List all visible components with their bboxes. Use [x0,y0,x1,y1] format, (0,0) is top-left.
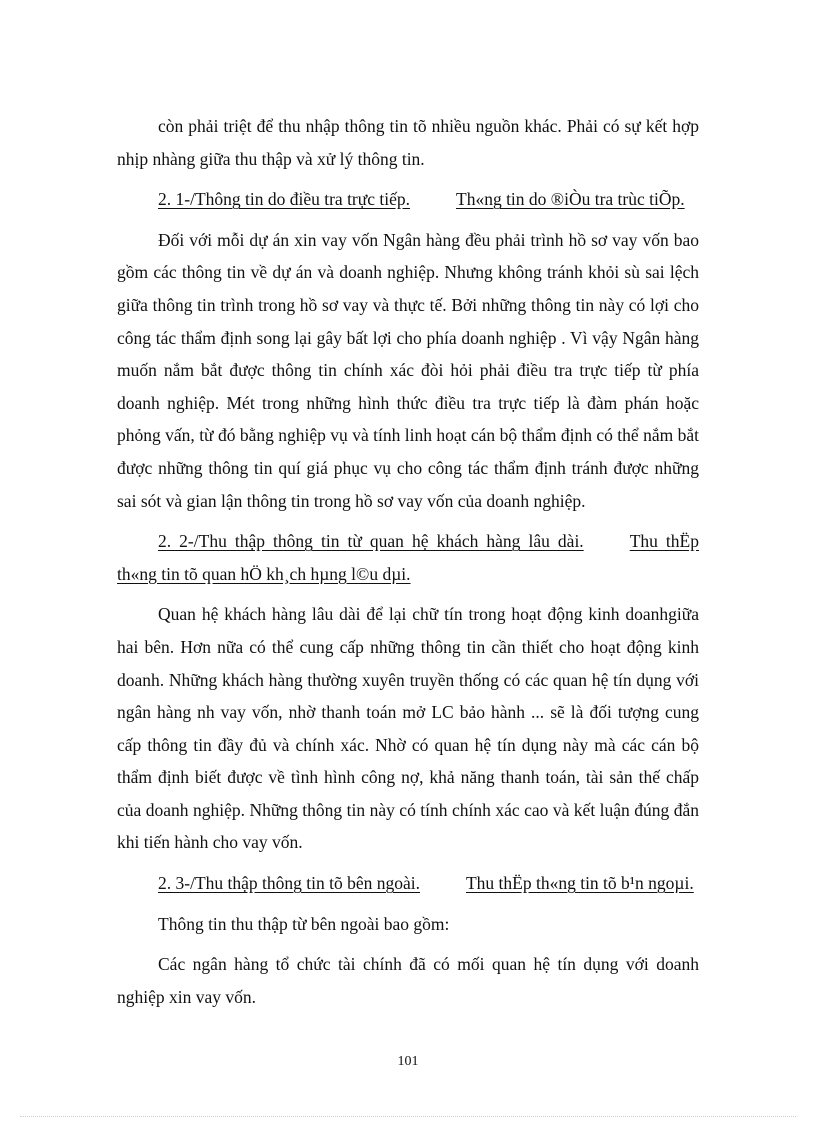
paragraph-financial-institutions: Các ngân hàng tổ chức tài chính đã có mối quan hệ tín dụng với doanh nghiệp xin vay vốn. [117,954,699,1007]
heading-2-3-garbled-text: Thu thËp th«ng tin tõ b¹n ngoµi. [465,873,694,894]
section-heading-2-2 [117,525,699,590]
page-number: 101 [397,1054,419,1069]
heading-2-3-text: 2. 3-/Thu thập thông tin tõ bên ngoài. [158,873,420,894]
paragraph-external-sources: Thông tin thu thập từ bên ngoài bao gồm: [158,913,450,934]
paragraph-intro: còn phải triệt để thu nhập thông tin tõ nhiều nguồn khác. Phải có sự kết hợp nhịp nhàng giữa thu thập và xử lý thông tin. [117,116,699,169]
section-heading-2-1 [117,183,699,216]
page-bottom-divider [20,1116,796,1117]
heading-2-1-garbled-text: Th«ng tin do ®iÒu tra trùc tiÕp. [456,189,685,210]
page-body [117,110,699,1013]
heading-2-2-garbled-text: Thu thËp th«ng tin tõ quan hÖ kh¸ch hµng l©u dµi. [117,531,699,584]
paragraph-direct-investigation: Đối với mỗi dự án xin vay vốn Ngân hàng đều phải trình hồ sơ vay vốn bao gồm các thông tin về dự án và doanh nghiệp. Nhưng không tránh khỏi sù sai lệch giữa thông tin trình trong hồ sơ vay và thực tế. Bởi những thông tin này có lợi cho công tác thẩm định song lại gây bất lợi cho phía doanh nghiệp . Vì vậy Ngân hàng muốn nắm bắt được thông tin chính xác đòi hỏi phải điều tra trực tiếp từ phía doanh nghiệp. Mét trong những hình thức điều tra trực tiếp là đàm phán hoặc phỏng vấn, từ đó bằng nghiệp vụ và tính linh hoạt cán bộ thẩm định có thể nắm bắt được những thông tin quí giá phục vụ cho công tác thẩm định tránh được những sai sót và gian lận thông tin trong hồ sơ vay vốn của doanh nghiệp. [117,229,699,511]
heading-2-2-text: 2. 2-/Thu thập thông tin từ quan hệ khách hàng lâu dài. [158,531,584,552]
section-heading-2-3 [117,867,699,900]
paragraph-customer-relations: Quan hệ khách hàng lâu dài để lại chữ tín trong hoạt động kinh doanhgiữa hai bên. Hơn nữa có thể cung cấp những thông tin cần thiết cho hoạt động kinh doanh. Những khách hàng thường xuyên truyền thống có các quan hệ tín dụng với ngân hàng nh vay vốn, nhờ thanh toán mở LC bảo hành ... sẽ là đối tượng cung cấp thông tin đầy đủ và chính xác. Nhờ có quan hệ tín dụng này mà các cán bộ thẩm định biết được về tình hình công nợ, khả năng thanh toán, tài sản thế chấp của doanh nghiệp. Những thông tin này có tính chính xác cao và kết luận đúng đắn khi tiến hành cho vay vốn. [117,604,699,853]
heading-2-1-text: 2. 1-/Thông tin do điều tra trực tiếp. [158,189,410,210]
